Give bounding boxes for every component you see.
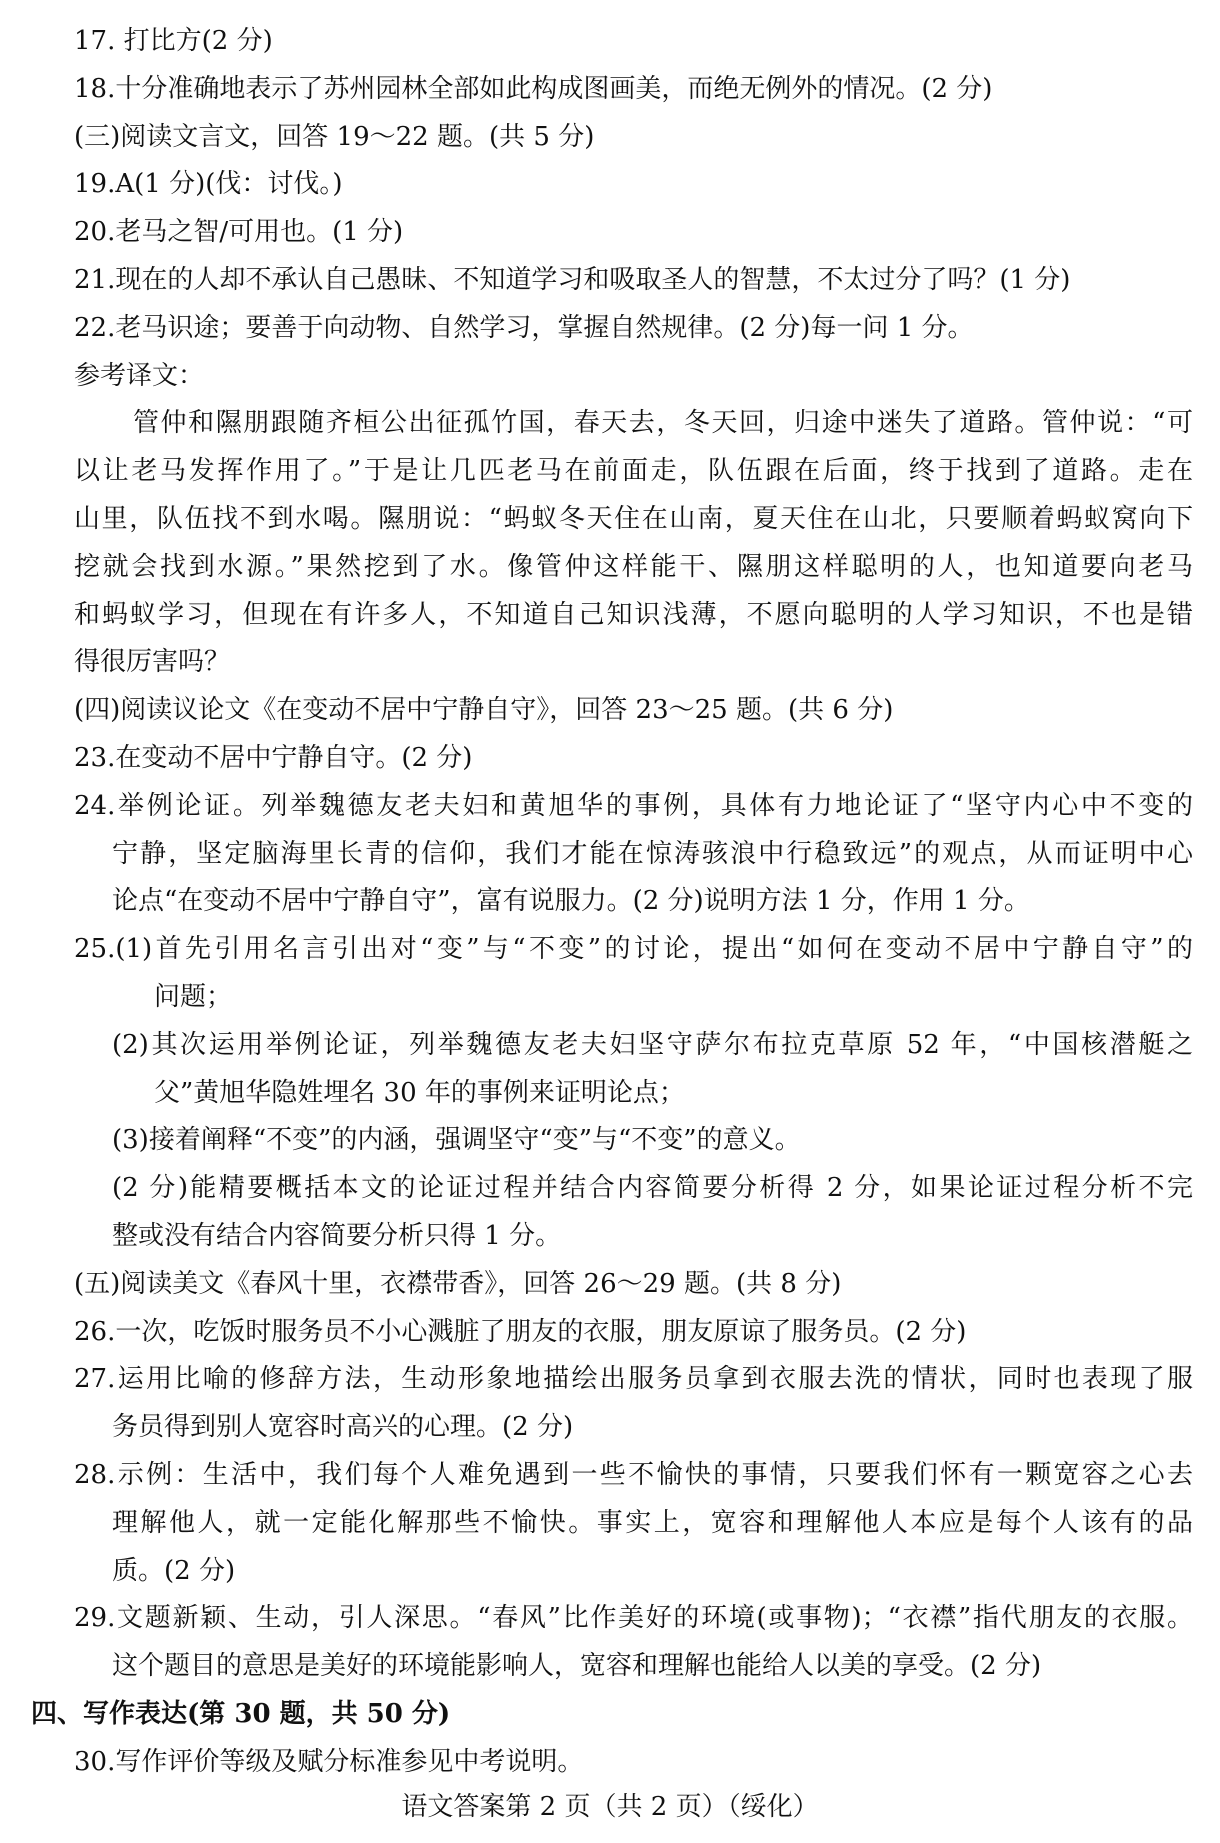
text-line: (五)阅读美文《春风十里，衣襟带香》，回答 26～29 题。(共 8 分): [74, 1268, 842, 1299]
text-line: 17. 打比方(2 分): [74, 26, 273, 56]
text-line: 父”黄旭华隐姓埋名 30 年的事例来证明论点；: [154, 1077, 685, 1108]
text-line: 这个题目的意思是美好的环境能影响人，宽容和理解也能给人以美的享受。(2 分): [112, 1651, 1042, 1682]
text-line: 30.写作评价等级及赋分标准参见中考说明。: [74, 1746, 584, 1777]
text-line: 得很厉害吗？: [74, 647, 231, 678]
text-line: (四)阅读议论文《在变动不居中宁静自守》，回答 23～25 题。(共 6 分): [74, 695, 894, 726]
text-line: (三)阅读文言文，回答 19～22 题。(共 5 分): [74, 121, 595, 152]
text-line: 整或没有结合内容简要分析只得 1 分。: [112, 1221, 562, 1251]
text-line: 论点“在变动不居中宁静自守”，富有说服力。(2 分)说明方法 1 分，作用 1 分。: [112, 886, 1030, 917]
text-line: 27.运用比喻的修辞方法，生动形象地描绘出服务员拿到衣服去洗的情状，同时也表现了服: [74, 1364, 1193, 1395]
text-line: 宁静，坚定脑海里长青的信仰，我们才能在惊涛骇浪中行稳致远”的观点，从而证明中心: [112, 838, 1193, 869]
text-line: (2)其次运用举例论证，列举魏德友老夫妇坚守萨尔布拉克草原 52 年，“中国核潜艇之: [112, 1029, 1193, 1060]
text-line: 26.一次，吃饭时服务员不小心溅脏了朋友的衣服，朋友原谅了服务员。(2 分): [74, 1316, 967, 1347]
text-line: 挖就会找到水源。”果然挖到了水。像管仲这样能干、隰朋这样聪明的人，也知道要向老马: [74, 551, 1193, 582]
text-line: 山里，队伍找不到水喝。隰朋说：“蚂蚁冬天住在山南，夏天住在山北，只要顺着蚂蚁窝向下: [74, 504, 1193, 534]
text-line: 22.老马识途；要善于向动物、自然学习，掌握自然规律。(2 分)每一问 1 分。: [74, 312, 974, 343]
text-line: 问题；: [154, 982, 233, 1012]
text-line: 28.示例：生活中，我们每个人难免遇到一些不愉快的事情，只要我们怀有一颗宽容之心去: [74, 1460, 1193, 1490]
text-line: (3)接着阐释“不变”的内涵，强调坚守“变”与“不变”的意义。: [112, 1125, 801, 1156]
text-line: 24.举例论证。列举魏德友老夫妇和黄旭华的事例，具体有力地论证了“坚守内心中不变的: [74, 790, 1193, 821]
text-line: 18.十分准确地表示了苏州园林全部如此构成图画美，而绝无例外的情况。(2 分): [74, 73, 993, 104]
text-line: (2 分)能精要概括本文的论证过程并结合内容简要分析得 2 分，如果论证过程分析不完: [112, 1173, 1193, 1204]
text-line: 29.文题新颖、生动，引人深思。“春风”比作美好的环境(或事物)；“衣襟”指代朋友的衣服。: [74, 1603, 1193, 1634]
text-line: 和蚂蚁学习，但现在有许多人，不知道自己知识浅薄，不愿向聪明的人学习知识，不也是错: [74, 599, 1193, 630]
text-line: 参考译文：: [74, 360, 205, 391]
text-line: 25.(1)首先引用名言引出对“变”与“不变”的讨论，提出“如何在变动不居中宁静自守”的: [74, 934, 1193, 965]
text-line: 23.在变动不居中宁静自守。(2 分): [74, 743, 473, 773]
text-line: 务员得到别人宽容时高兴的心理。(2 分): [112, 1412, 574, 1443]
text-line: 以让老马发挥作用了。”于是让几匹老马在前面走，队伍跟在后面，终于找到了道路。走在: [74, 456, 1193, 487]
text-line: 理解他人，就一定能化解那些不愉快。事实上，宽容和理解他人本应是每个人该有的品: [112, 1507, 1193, 1538]
section-heading: 四、写作表达(第 30 题，共 50 分): [31, 1699, 451, 1729]
page-footer: 语文答案第 2 页（共 2 页）（绥化）: [401, 1792, 819, 1822]
text-line: 20.老马之智/可用也。(1 分): [74, 217, 404, 248]
text-line: 19.A(1 分)(伐：讨伐。): [74, 169, 343, 200]
text-line: 质。(2 分): [112, 1555, 236, 1586]
text-line: 21.现在的人却不承认自己愚昧、不知道学习和吸取圣人的智慧，不太过分了吗？(1 分): [74, 265, 1071, 295]
text-line: 管仲和隰朋跟随齐桓公出征孤竹国，春天去，冬天回，归途中迷失了道路。管仲说：“可: [133, 408, 1193, 439]
